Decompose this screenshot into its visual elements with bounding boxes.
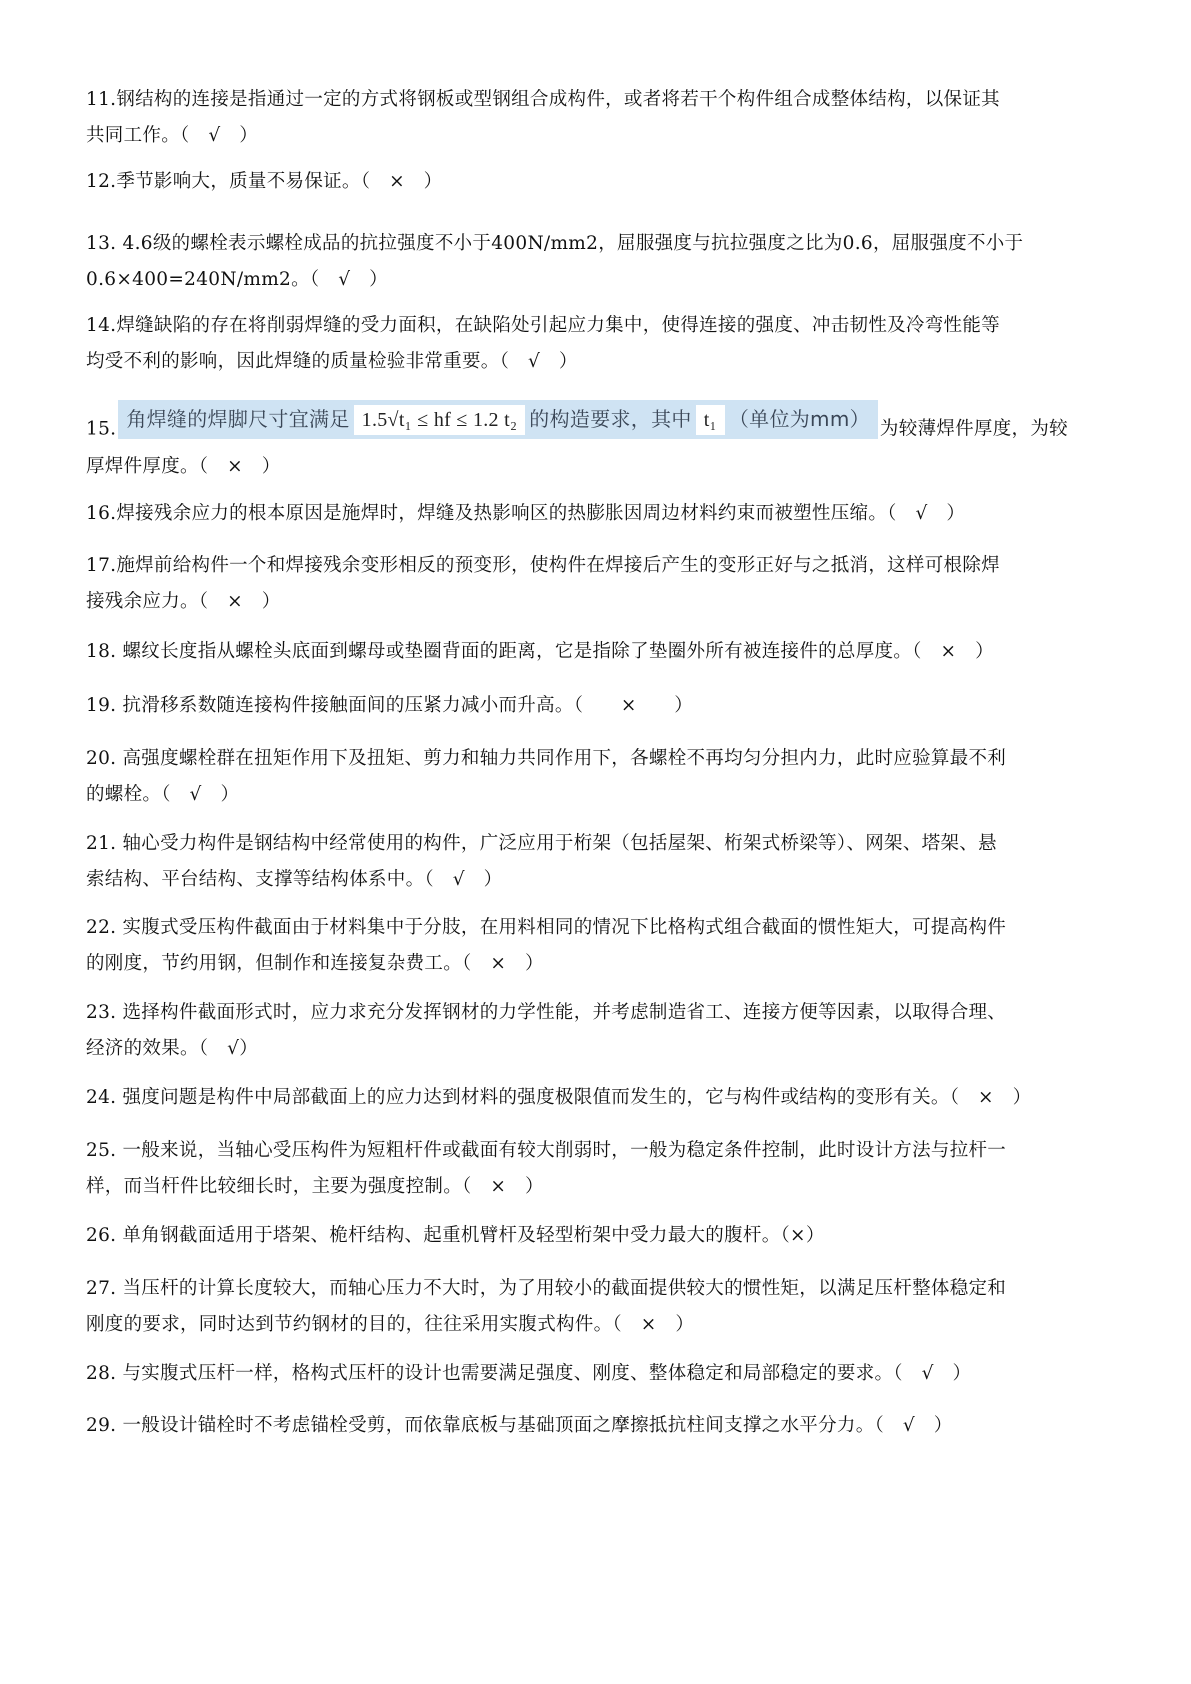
question-text-line: 的螺栓。（ √ ） bbox=[86, 784, 240, 805]
question-18 bbox=[86, 634, 1116, 670]
question-number: 22. bbox=[86, 917, 117, 938]
question-text-line: 季节影响大，质量不易保证。（ × ） bbox=[116, 171, 443, 192]
question-text-line: 强度问题是构件中局部截面上的应力达到材料的强度极限值而发生的，它与构件或结构的变形有关。（ × ） bbox=[116, 1087, 1032, 1108]
question-number: 29. bbox=[86, 1415, 117, 1436]
question-text-line: 的刚度，节约用钢，但制作和连接复杂费工。（ × ） bbox=[86, 953, 544, 974]
question-number: 24. bbox=[86, 1087, 117, 1108]
question-26 bbox=[86, 1218, 1116, 1254]
question-number: 27. bbox=[86, 1278, 117, 1299]
question-number: 15. bbox=[86, 418, 117, 440]
question-number: 19. bbox=[86, 695, 117, 716]
question-text-line: 高强度螺栓群在扭矩作用下及扭矩、剪力和轴力共同作用下，各螺栓不再均匀分担内力，此时应验算最不利 bbox=[116, 748, 1007, 769]
question-text-line: 一般设计锚栓时不考虑锚栓受剪，而依靠底板与基础顶面之摩擦抵抗柱间支撑之水平分力。（ √ ） bbox=[116, 1415, 953, 1436]
question-text-line: 索结构、平台结构、支撑等结构体系中。（ √ ） bbox=[86, 869, 503, 890]
question-text-line: 抗滑移系数随连接构件接触面间的压紧力减小而升高。（ × ） bbox=[116, 695, 694, 716]
question-25 bbox=[86, 1133, 1116, 1205]
question-19 bbox=[86, 688, 1116, 724]
question-number: 28. bbox=[86, 1363, 117, 1384]
question-13 bbox=[86, 226, 1116, 298]
question-16 bbox=[86, 496, 1116, 532]
question-number: 16. bbox=[86, 503, 117, 524]
question-23 bbox=[86, 995, 1116, 1067]
question-text-line: 焊接残余应力的根本原因是施焊时，焊缝及热影响区的热膨胀因周边材料约束而被塑性压缩。（ √ ） bbox=[116, 503, 966, 524]
formula-suffix: 的构造要求，其中 bbox=[529, 407, 692, 431]
question-28 bbox=[86, 1356, 1116, 1392]
question-text-line: 焊缝缺陷的存在将削弱焊缝的受力面积，在缺陷处引起应力集中，使得连接的强度、冲击韧性及冷弯性能等 bbox=[116, 315, 1000, 336]
question-number: 25. bbox=[86, 1140, 117, 1161]
question-number: 13. bbox=[86, 233, 117, 254]
question-17 bbox=[86, 548, 1116, 620]
question-27 bbox=[86, 1271, 1116, 1343]
question-text-line: 当压杆的计算长度较大，而轴心压力不大时，为了用较小的截面提供较大的惯性矩，以满足压杆整体稳定和 bbox=[116, 1278, 1007, 1299]
question-text-line: 均受不利的影响，因此焊缝的质量检验非常重要。（ √ ） bbox=[86, 351, 578, 372]
question-text-line: 0.6×400=240N/mm2。（ √ ） bbox=[86, 269, 388, 290]
question-text-line: 实腹式受压构件截面由于材料集中于分肢，在用料相同的情况下比格构式组合截面的惯性矩大，可提高构件 bbox=[116, 917, 1007, 938]
question-number: 12. bbox=[86, 171, 117, 192]
question-text-line: 接残余应力。（ × ） bbox=[86, 591, 281, 612]
question-number: 17. bbox=[86, 555, 117, 576]
question-29 bbox=[86, 1408, 1116, 1444]
question-text-line: 一般来说，当轴心受压构件为短粗杆件或截面有较大削弱时，一般为稳定条件控制，此时设计方法与拉杆一 bbox=[116, 1140, 1007, 1161]
question-text-line: 钢结构的连接是指通过一定的方式将钢板或型钢组合成构件，或者将若干个构件组合成整体结构，以保证其 bbox=[116, 89, 1000, 110]
question-24 bbox=[86, 1080, 1116, 1116]
question-text-line: 单角钢截面适用于塔架、桅杆结构、起重机臂杆及轻型桁架中受力最大的腹杆。（×） bbox=[116, 1225, 825, 1246]
question-12 bbox=[86, 164, 1116, 200]
formula-image bbox=[118, 400, 878, 439]
formula-prefix: 角焊缝的焊脚尺寸宜满足 bbox=[126, 407, 350, 431]
question-15 bbox=[86, 407, 1116, 485]
question-text-line: 为较薄焊件厚度，为较 bbox=[879, 418, 1068, 440]
formula-unit: （单位为mm） bbox=[728, 407, 870, 431]
question-text-line: 轴心受力构件是钢结构中经常使用的构件，广泛应用于桁架（包括屋架、桁架式桥梁等）、网架、塔架、悬 bbox=[116, 833, 997, 854]
question-text-line: 样，而当杆件比较细长时，主要为强度控制。（ × ） bbox=[86, 1176, 544, 1197]
question-text-line: 施焊前给构件一个和焊接残余变形相反的预变形，使构件在焊接后产生的变形正好与之抵消，这样可根除焊 bbox=[116, 555, 1000, 576]
question-text-line: 刚度的要求，同时达到节约钢材的目的，往往采用实腹式构件。（ × ） bbox=[86, 1314, 695, 1335]
question-number: 21. bbox=[86, 833, 117, 854]
question-text-line: 厚焊件厚度。（ × ） bbox=[86, 456, 281, 477]
question-number: 11. bbox=[86, 89, 117, 110]
question-text-line: 4.6级的螺栓表示螺栓成品的抗拉强度不小于400N/mm2，屈服强度与抗拉强度之比为0.6，屈服强度不小于 bbox=[116, 233, 1024, 254]
question-22 bbox=[86, 910, 1116, 982]
question-21 bbox=[86, 826, 1116, 898]
formula-variable: t₁ bbox=[696, 405, 725, 435]
question-11 bbox=[86, 82, 1116, 154]
question-number: 18. bbox=[86, 641, 117, 662]
question-14 bbox=[86, 308, 1116, 380]
question-number: 23. bbox=[86, 1002, 117, 1023]
question-20 bbox=[86, 741, 1116, 813]
question-number: 26. bbox=[86, 1225, 117, 1246]
question-text-line: 选择构件截面形式时，应力求充分发挥钢材的力学性能，并考虑制造省工、连接方便等因素，以取得合理、 bbox=[116, 1002, 1007, 1023]
question-number: 14. bbox=[86, 315, 117, 336]
question-text-line: 螺纹长度指从螺栓头底面到螺母或垫圈背面的距离，它是指除了垫圈外所有被连接件的总厚度。（ × ） bbox=[116, 641, 994, 662]
question-number: 20. bbox=[86, 748, 117, 769]
question-text-line: 共同工作。（ √ ） bbox=[86, 125, 259, 146]
formula-expression: 1.5√t₁ ≤ hf ≤ 1.2 t₂ bbox=[354, 405, 526, 435]
question-text-line: 经济的效果。（ √） bbox=[86, 1038, 259, 1059]
question-text-line: 与实腹式压杆一样，格构式压杆的设计也需要满足强度、刚度、整体稳定和局部稳定的要求。（ √ ） bbox=[116, 1363, 972, 1384]
